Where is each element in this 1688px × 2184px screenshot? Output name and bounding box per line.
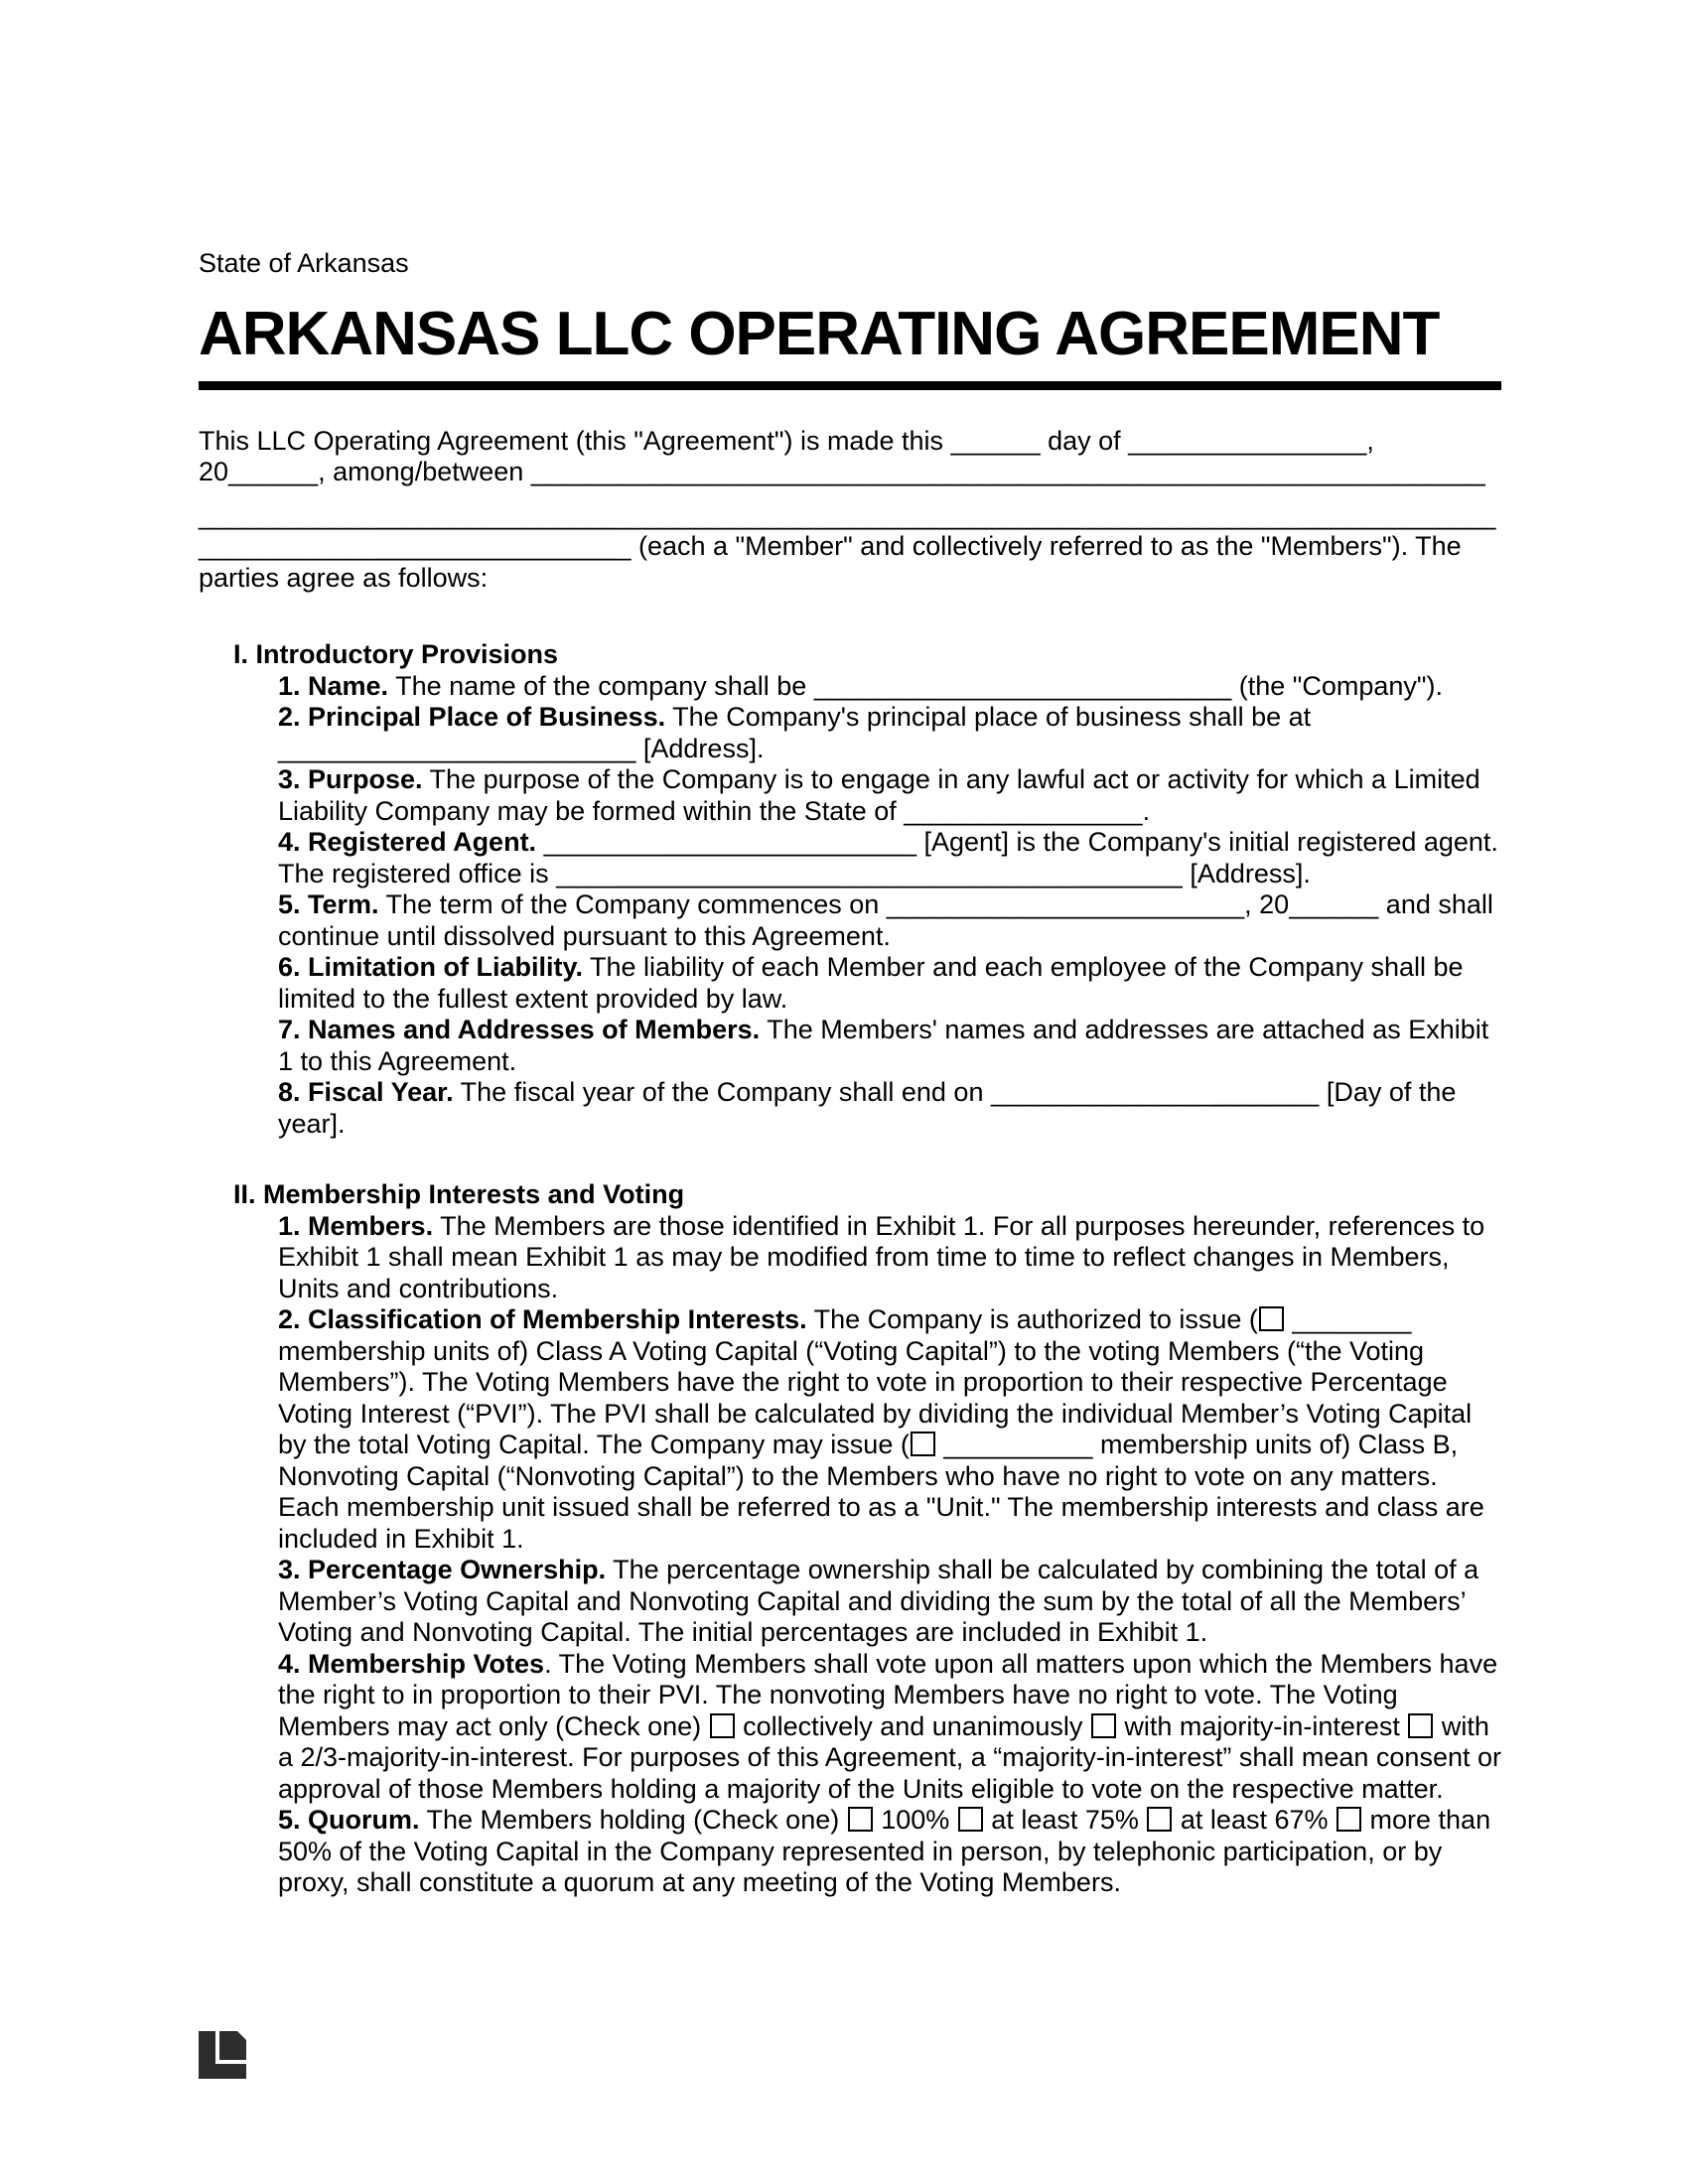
- state-label: State of Arkansas: [199, 248, 409, 278]
- opening-paragraph-part-2: ____________________________________________________________________________________________________________________ (each a "Member" and collectively referred to as the "Members"). The parties agree as follows:: [199, 499, 1496, 593]
- clause-text: at least 67%: [1173, 1805, 1336, 1835]
- clause-members: [278, 1211, 1501, 1305]
- clause-text: with a 2/3-majority-in-interest. For purposes of this Agreement, a “majority-in-interest” shall mean consent or approval of those Members holding a majority of the Units eligible to vote on the respective matter.: [278, 1710, 1501, 1804]
- clause-text: The purpose of the Company is to engage in any lawful act or activity for which a Limited Liability Company may be formed within the State of ________________.: [278, 764, 1480, 826]
- clause-text: The Company is authorized to issue (: [806, 1304, 1258, 1334]
- clause-lead: 5. Term.: [278, 889, 379, 919]
- page-title: ARKANSAS LLC OPERATING AGREEMENT: [199, 299, 1440, 368]
- clause-text: _________________________ [Agent] is the Company's initial registered agent. The registered office is __________________________________________ [Address].: [278, 827, 1498, 888]
- opening-paragraph-part-1: This LLC Operating Agreement (this "Agreement") is made this ______ day of ________________, 20______, among/between ________________________________________________________________: [199, 425, 1485, 486]
- checkbox-class-b-units[interactable]: [911, 1432, 935, 1456]
- clause-text: 100%: [873, 1805, 957, 1835]
- checkbox-majority-in-interest[interactable]: [1091, 1713, 1116, 1738]
- clause-text: collectively and unanimously: [735, 1710, 1090, 1741]
- clause-purpose: [278, 764, 1501, 827]
- checkbox-quorum-67[interactable]: [1147, 1807, 1172, 1832]
- clause-name: [278, 671, 1501, 703]
- clause-text: The percentage ownership shall be calculated by combining the total of a Member’s Voting Capital and Nonvoting Capital and dividing the sum by the total of all the Members’ Voting and Nonvoting Capital. The initial percentages are included in Exhibit 1.: [278, 1555, 1479, 1647]
- clause-text: The term of the Company commences on ________________________, 20______ and shall continue until dissolved pursuant to this Agreement.: [278, 889, 1493, 951]
- clause-text: The fiscal year of the Company shall end on ______________________ [Day of the year].: [278, 1077, 1457, 1139]
- clause-text: with majority-in-interest: [1116, 1710, 1408, 1741]
- clause-lead: 3. Percentage Ownership.: [278, 1555, 607, 1584]
- clause-text: more than 50% of the Voting Capital in the Company represented in person, by telephonic participation, or by proxy, shall constitute a quorum at any meeting of the Voting Members.: [278, 1805, 1491, 1897]
- clause-lead: 4. Membership Votes: [278, 1648, 545, 1679]
- clause-lead: 5. Quorum.: [278, 1805, 420, 1835]
- checkbox-quorum-75[interactable]: [958, 1807, 983, 1832]
- clause-membership-votes: [278, 1649, 1501, 1806]
- clause-lead: 4. Registered Agent.: [278, 827, 537, 857]
- clause-text: . The Voting Members shall vote upon all matters upon which the Members have the right to in proportion to their PVI. The nonvoting Members have no right to vote. The Voting Members may act only (Check one): [278, 1648, 1498, 1741]
- checkbox-two-thirds-majority-in-interest[interactable]: [1408, 1713, 1433, 1738]
- checkbox-collectively-unanimously[interactable]: [710, 1713, 735, 1738]
- legal-templates-logo-icon: [199, 2031, 246, 2079]
- clause-quorum: [278, 1805, 1501, 1899]
- clause-term: [278, 889, 1501, 952]
- clause-lead: 2. Principal Place of Business.: [278, 702, 666, 732]
- checkbox-class-a-units[interactable]: [1259, 1306, 1284, 1331]
- clause-text: The Members are those identified in Exhibit 1. For all purposes hereunder, references to Exhibit 1 shall mean Exhibit 1 as may be modified from time to time to reflect changes in Members, Units and contributions.: [278, 1210, 1485, 1303]
- clause-fiscal-year: [278, 1077, 1501, 1140]
- clause-percentage-ownership: [278, 1555, 1501, 1649]
- section-membership-interests-and-voting: [199, 1179, 1501, 1899]
- clause-limitation-of-liability: [278, 952, 1501, 1015]
- section-heading: I. Introductory Provisions: [233, 639, 559, 669]
- clause-text: The liability of each Member and each employee of the Company shall be limited to the fullest extent provided by law.: [278, 952, 1464, 1014]
- clause-lead: 7. Names and Addresses of Members.: [278, 1015, 761, 1044]
- checkbox-quorum-more-than-50[interactable]: [1336, 1807, 1361, 1832]
- clause-principal-place-of-business: [278, 702, 1501, 764]
- clause-text: The Members holding (Check one): [419, 1805, 847, 1835]
- clause-classification-of-membership-interests: [278, 1304, 1501, 1555]
- clause-text: The Company's principal place of business shall be at ________________________ [Address].: [278, 702, 1312, 763]
- clause-lead: 8. Fiscal Year.: [278, 1077, 454, 1107]
- clause-registered-agent: [278, 827, 1501, 889]
- section-heading: II. Membership Interests and Voting: [233, 1179, 685, 1209]
- clause-text: __________ membership units of) Class B, Nonvoting Capital (“Nonvoting Capital”) to the Members who have no right to vote on any matters. Each membership unit issued shall be referred to as a "Unit." The membership interests and class are included in Exhibit 1.: [278, 1430, 1484, 1554]
- section-introductory-provisions: [199, 639, 1501, 1140]
- clause-text: The name of the company shall be ____________________________ (the "Company").: [388, 670, 1444, 701]
- checkbox-quorum-100[interactable]: [848, 1807, 873, 1832]
- title-rule: [199, 381, 1501, 390]
- clause-lead: 3. Purpose.: [278, 764, 423, 794]
- clause-lead: 2. Classification of Membership Interests.: [278, 1304, 807, 1334]
- clause-text: ________ membership units of) Class A Voting Capital (“Voting Capital”) to the voting Members (“the Voting Members”). The Voting Members have the right to vote in proportion to their respective Percentage Voting Interest (“PVI”). The PVI shall be calculated by dividing the individual Member’s Voting Capital by the total Voting Capital. The Company may issue (: [278, 1304, 1473, 1459]
- clause-names-addresses-of-members: [278, 1015, 1501, 1077]
- clause-text: at least 75%: [983, 1805, 1147, 1835]
- clause-lead: 1. Members.: [278, 1210, 434, 1241]
- clause-lead: 1. Name.: [278, 670, 389, 701]
- clause-text: The Members' names and addresses are attached as Exhibit 1 to this Agreement.: [278, 1015, 1489, 1076]
- clause-lead: 6. Limitation of Liability.: [278, 952, 584, 982]
